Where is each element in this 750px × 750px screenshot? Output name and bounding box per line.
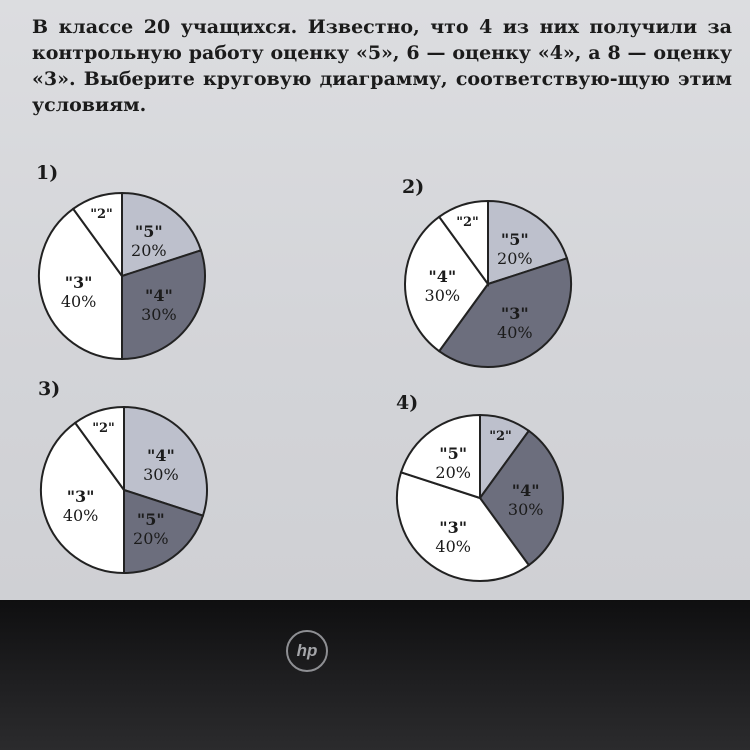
slice-percent-label: 30% xyxy=(507,500,544,519)
slice-label: "3" xyxy=(66,487,95,507)
laptop-logo-text: hp xyxy=(296,641,318,660)
pie-chart-option-2[interactable] xyxy=(402,198,574,370)
laptop-brand-logo xyxy=(286,630,328,672)
slice-percent-label: 30% xyxy=(143,465,179,485)
slice-percent-label: 30% xyxy=(424,286,461,305)
slice-percent-label: 40% xyxy=(62,506,99,526)
option-number-4: 4) xyxy=(396,392,419,414)
slice-label: "4" xyxy=(428,267,457,286)
slice-label: "5" xyxy=(136,509,165,529)
slice-label: "3" xyxy=(439,517,468,537)
slice-label: "4" xyxy=(146,446,175,466)
pie-chart-option-1[interactable] xyxy=(36,190,208,362)
slice-label: "2" xyxy=(90,206,113,222)
slice-percent-label: 20% xyxy=(131,241,167,261)
slice-label: "2" xyxy=(489,428,512,444)
slice-label: "5" xyxy=(500,230,529,250)
slice-label: "2" xyxy=(456,214,479,230)
slice-label: "3" xyxy=(64,273,93,293)
slice-label: "2" xyxy=(92,420,115,436)
problem-text: В классе 20 учащихся. Известно, что 4 из них получили за контрольную работу оценку «5», 6 — оценку «4», а 8 — оценку «3». Выберите круговую диаграмму, соответствую-щую этим условиям. xyxy=(32,16,732,116)
slice-percent-label: 40% xyxy=(435,536,471,556)
option-number-3: 3) xyxy=(38,378,61,400)
slice-percent-label: 40% xyxy=(497,322,533,342)
slice-percent-label: 40% xyxy=(60,292,97,312)
slice-label: "3" xyxy=(500,303,529,323)
option-number-1: 1) xyxy=(36,162,59,184)
slice-percent-label: 30% xyxy=(141,304,177,324)
pie-chart-option-4[interactable] xyxy=(394,412,566,584)
slice-label: "5" xyxy=(134,222,163,242)
slice-percent-label: 20% xyxy=(435,463,471,483)
slice-percent-label: 20% xyxy=(497,249,533,269)
laptop-bezel xyxy=(0,600,750,750)
pie-chart-option-3[interactable] xyxy=(38,404,210,576)
slice-label: "4" xyxy=(144,285,173,305)
slice-percent-label: 20% xyxy=(133,528,169,548)
slice-label: "4" xyxy=(511,481,540,500)
slice-label: "5" xyxy=(439,444,468,464)
option-number-2: 2) xyxy=(402,176,425,198)
